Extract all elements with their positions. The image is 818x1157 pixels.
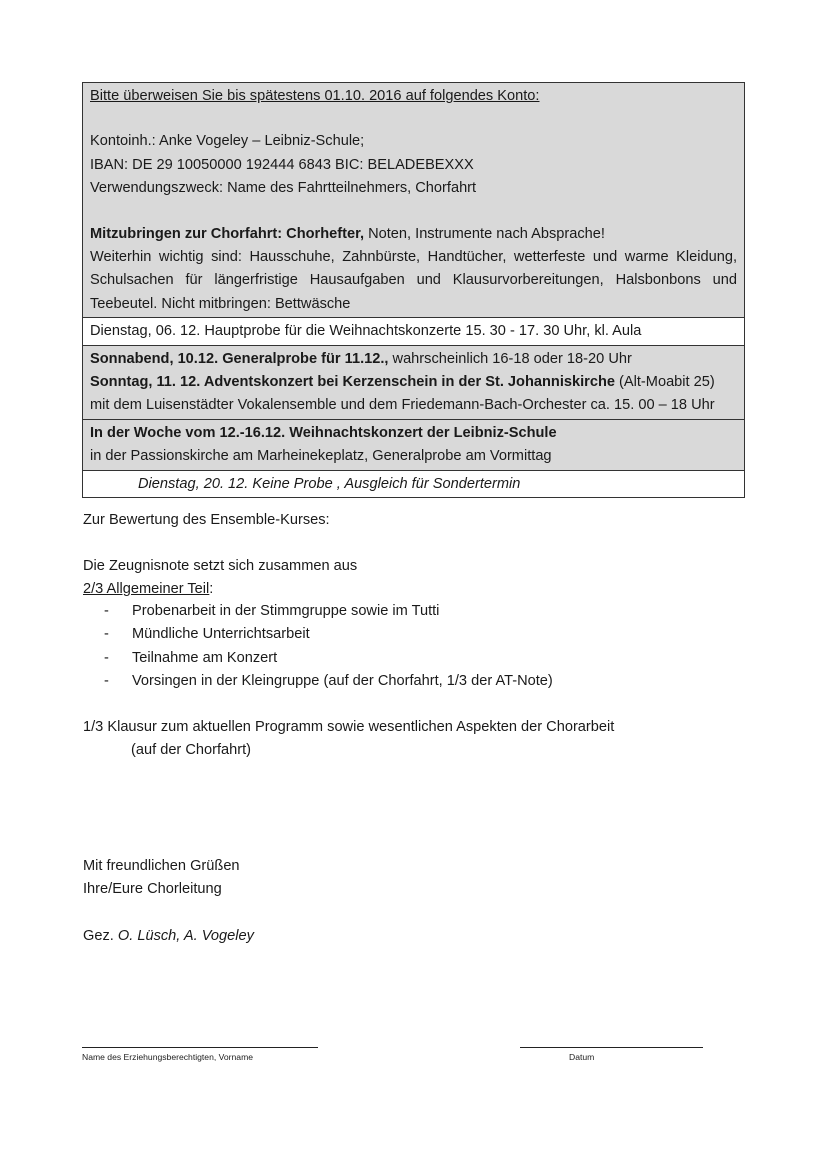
advent-concert-bold: Sonntag, 11. 12. Adventskonzert bei Kerzenschein in der St. Johanniskirche	[90, 374, 615, 391]
general-rehearsal-rest: wahrscheinlich 16-18 oder 18-20 Uhr	[388, 350, 632, 367]
signed-prefix: Gez.	[83, 928, 118, 944]
list-item: - Probenarbeit in der Stimmgruppe sowie im Tutti	[104, 600, 553, 623]
christmas-concert-bold: In der Woche vom 12.-16.12. Weihnachtskonzert der Leibniz-Schule	[90, 424, 557, 441]
list-item: - Vorsingen in der Kleingruppe (auf der Chorfahrt, 1/3 der AT-Note)	[104, 670, 553, 693]
bullet-dash: -	[104, 649, 109, 666]
signed-line	[83, 925, 254, 948]
general-rehearsal-line	[90, 348, 737, 371]
iban-bic: IBAN: DE 29 10050000 192444 6843 BIC: BELADEBEXXX	[90, 156, 474, 173]
list-item: - Mündliche Unterrichtsarbeit	[104, 623, 553, 646]
bullet-dash: -	[104, 672, 109, 689]
payment-section	[83, 83, 744, 317]
guardian-signature-line	[82, 1047, 318, 1048]
assessment-list	[104, 600, 553, 693]
bullet-dash: -	[104, 603, 109, 619]
main-rehearsal-row	[83, 317, 744, 344]
no-rehearsal-row	[83, 470, 744, 497]
list-item: - Teilnahme am Konzert	[104, 647, 553, 670]
date-line	[520, 1047, 703, 1048]
date-label: Datum	[569, 1052, 595, 1062]
closing-sender: Ihre/Eure Chorleitung	[83, 881, 222, 897]
general-part-line	[83, 578, 213, 601]
information-table	[82, 82, 745, 498]
advent-concert-details: mit dem Luisenstädter Vokalensemble und dem Friedemann-Bach-Orchester ca. 15. 00 – 18 Uhr	[90, 397, 715, 414]
signed-names: O. Lüsch, A. Vogeley	[117, 928, 254, 944]
exam-line: 1/3 Klausur zum aktuellen Programm sowie wesentlichen Aspekten der Chorarbeit	[83, 719, 615, 735]
packing-heading-rest: Noten, Instrumente nach Absprache!	[364, 225, 605, 242]
packing-heading-line	[90, 223, 737, 246]
bullet-dash: -	[104, 626, 109, 643]
payment-instruction: Bitte überweisen Sie bis spätestens 01.10. 2016 auf folgendes Konto:	[90, 88, 540, 104]
account-holder: Kontoinh.: Anke Vogeley – Leibniz-Schule;	[90, 133, 365, 150]
general-part: 2/3 Allgemeiner Teil	[83, 581, 210, 597]
general-part-colon: :	[209, 581, 214, 597]
christmas-concert-row	[83, 419, 744, 470]
assessment-intro: Zur Bewertung des Ensemble-Kurses:	[83, 512, 330, 528]
closing-greeting: Mit freundlichen Grüßen	[83, 858, 240, 874]
main-rehearsal-text: Dienstag, 06. 12. Hauptprobe für die Weihnachtskonzerte 15. 30 - 17. 30 Uhr, kl. Aula	[90, 323, 642, 340]
advent-concert-line	[90, 371, 737, 394]
payment-purpose: Verwendungszweck: Name des Fahrtteilnehmers, Chorfahrt	[90, 180, 477, 197]
packing-important: Weiterhin wichtig sind: Hausschuhe, Zahnbürste, Handtücher, wetterfeste und warme Kleidung, Schulsachen für längerfristige Hausaufgaben und Klausurvorbereitungen, Halsbonbons und Teebeutel. Nicht mitbringen: Bettwäsche	[90, 249, 737, 312]
advent-concert-rest: (Alt-Moabit 25)	[614, 374, 715, 391]
general-rehearsal-bold: Sonnabend, 10.12. Generalprobe für 11.12.,	[90, 350, 389, 367]
exam-note: (auf der Chorfahrt)	[131, 742, 252, 758]
packing-heading: Mitzubringen zur Chorfahrt: Chorhefter,	[90, 225, 365, 242]
guardian-label: Name des Erziehungsberechtigten, Vorname	[82, 1052, 254, 1062]
no-rehearsal-text: Dienstag, 20. 12. Keine Probe , Ausgleich für Sondertermin	[138, 475, 521, 492]
concert-row	[83, 345, 744, 419]
grade-composition: Die Zeugnisnote setzt sich zusammen aus	[83, 558, 358, 574]
christmas-concert-details: in der Passionskirche am Marheinekeplatz, Generalprobe am Vormittag	[90, 448, 552, 465]
